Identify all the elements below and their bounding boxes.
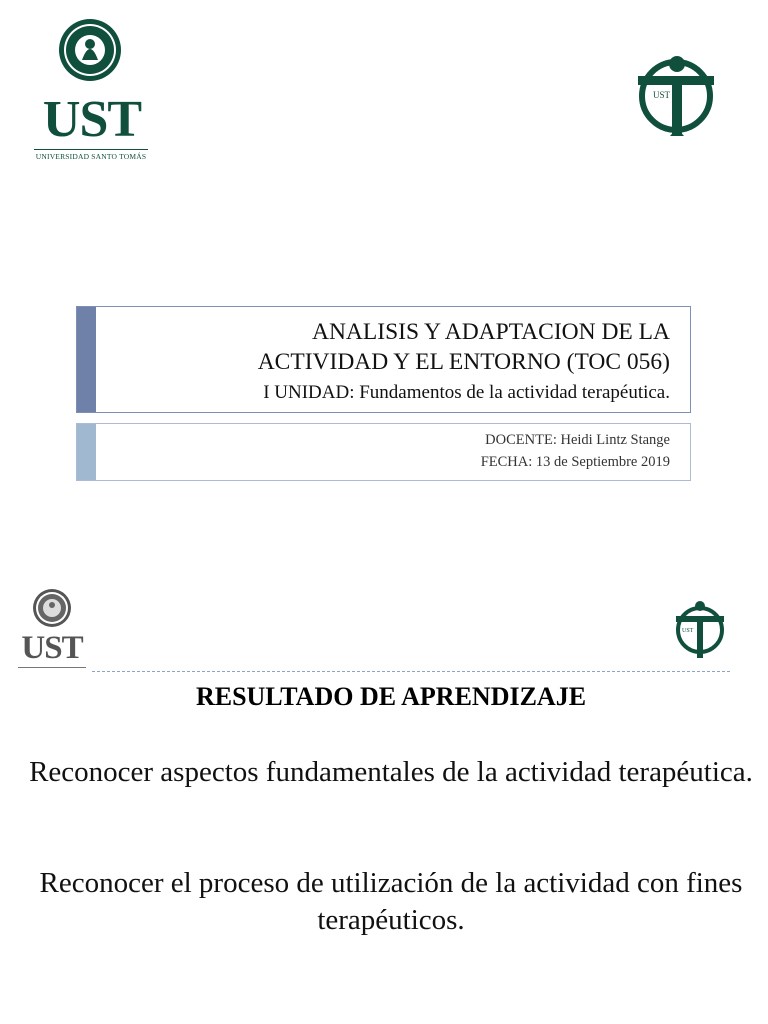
ust-logo [34,18,148,164]
learning-outcome-1: Reconocer aspectos fundamentales de la actividad terapéutica. [29,756,753,788]
title-box [76,306,691,413]
ust-wordmark-small: UST [21,630,83,666]
info-accent-bar [77,424,96,480]
university-seal-icon [58,18,122,82]
slide-divider [92,671,730,672]
info-box [76,423,691,481]
learning-outcome-2: Reconocer el proceso de utilización de la actividad con fines terapéuticos. [39,867,743,936]
ust-subtitle-line [18,667,86,668]
ust-logo-small [16,588,88,672]
therapy-logo-small [668,598,732,660]
therapy-logo-small-label: UST [682,628,694,634]
unit-title: I UNIDAD: Fundamentos de la actividad terapéutica. [263,382,670,403]
course-title-line2: ACTIVIDAD Y EL ENTORNO (TOC 056) [257,349,670,375]
ust-wordmark: UST [42,91,142,148]
fecha-text: FECHA: 13 de Septiembre 2019 [480,454,670,470]
university-seal-icon [32,588,72,628]
learning-outcome-heading: RESULTADO DE APRENDIZAJE [195,682,587,711]
therapy-logo-label: UST [653,90,671,100]
course-title-line1: ANALISIS Y ADAPTACION DE LA [311,319,670,345]
docente-text: DOCENTE: Heidi Lintz Stange [485,432,670,448]
title-accent-bar [77,307,96,412]
therapy-logo [628,50,728,142]
ust-subtitle: UNIVERSIDAD SANTO TOMÁS [34,149,148,161]
